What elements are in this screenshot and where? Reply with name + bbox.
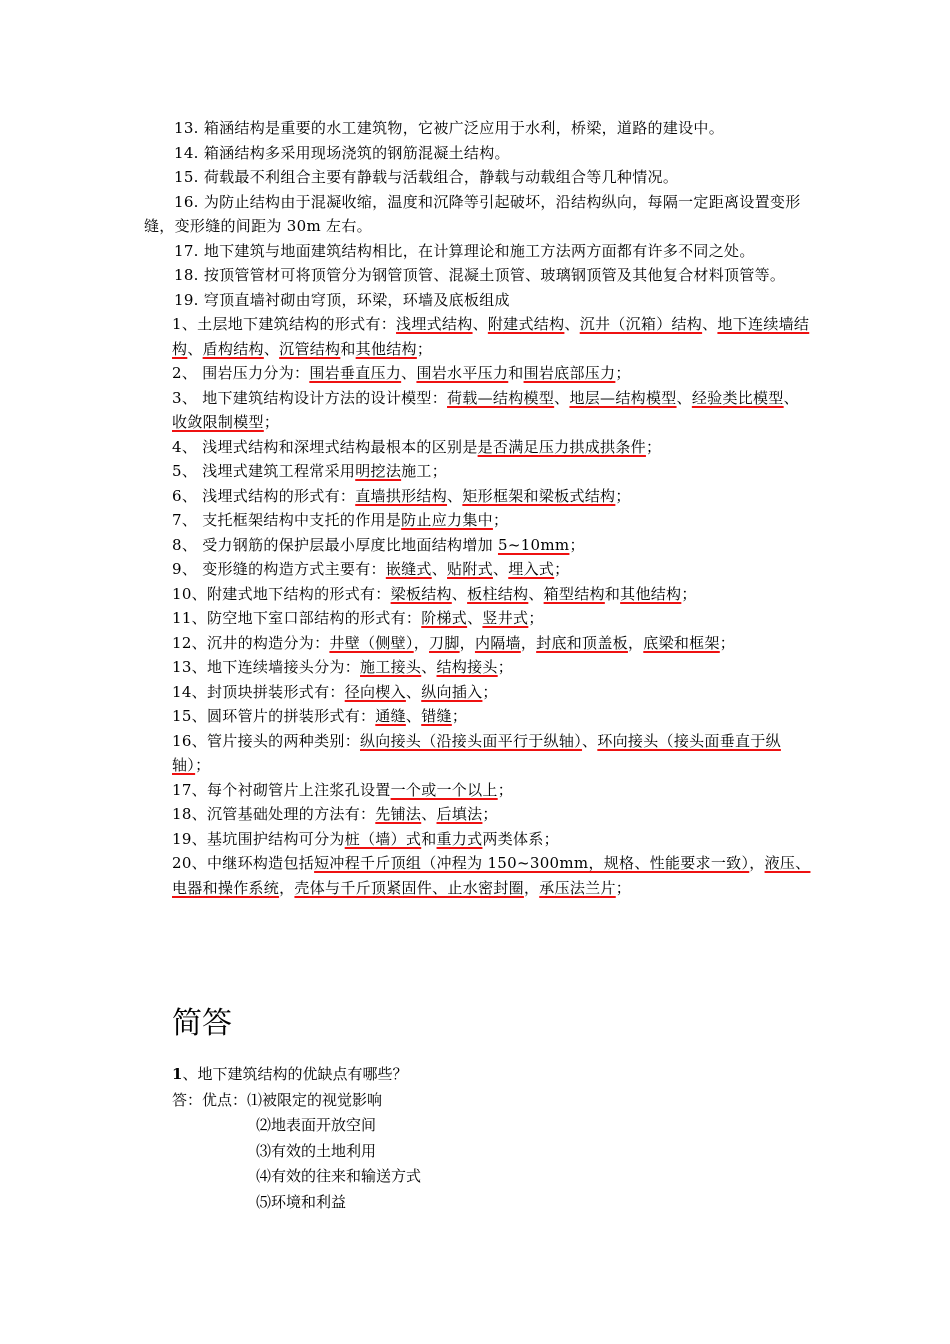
underlined-answer: 环向接头（接头面垂直于纵轴） [172,731,781,774]
item-text: 和 [340,339,356,358]
item-text: 、 [582,731,598,750]
item-text: ； [554,560,570,578]
intro-paragraphs [144,116,812,312]
underlined-answer: 明挖法 [355,462,402,480]
underlined-answer: 一个或一个以上 [390,780,498,799]
item-text: 1、土层地下建筑结构的形式有： [172,315,397,333]
underlined-answer: 盾构结构 [202,339,264,358]
item-text: ； [615,878,632,897]
underlined-answer: 纵向接头（沿接头面平行于纵轴） [360,731,583,750]
list-item [172,484,812,509]
underlined-answer: 短冲程千斤顶组（冲程为 150~300mm，规格、性能要求一致） [314,854,750,872]
underlined-answer: 刀脚 [429,633,460,652]
underlined-answer: 收敛限制模型 [172,413,264,431]
underlined-answer: 矩形框架和梁板式结构 [462,486,616,505]
item-text: 20、中继环构造包括 [172,854,315,872]
item-text: ； [195,756,211,774]
intro-paragraph: 16. 为防止结构由于混凝收缩，温度和沉降等引起破坏，沿结构纵向，每隔一定距离设置变形缝，变形缝的间距为 30m 左右。 [144,192,801,235]
underlined-answer: 其他结构 [355,339,417,358]
item-text: ； [263,413,280,431]
item-text: 14、封顶块拼装形式有： [172,682,345,701]
item-text: 、 [263,339,280,358]
item-text: 19、基坑围护结构可分为 [172,829,345,848]
list-item [172,704,812,729]
underlined-answer: 箱型结构 [543,584,605,603]
underlined-answer: 后填法 [436,805,483,823]
item-text: 、 [451,584,468,603]
answer-point: ⑸环境和利益 [256,1192,347,1211]
underlined-answer: 5~10mm [497,535,570,554]
item-text: 、 [783,388,799,407]
item-text: 、 [405,682,422,701]
item-text: 和 [421,829,437,848]
underlined-answer: 结构接头 [436,658,498,676]
item-text: 5、 浅埋式建筑工程常采用 [172,462,356,480]
underlined-answer: 先铺法 [375,805,422,823]
list-item [172,802,812,827]
item-text: 6、 浅埋式结构的形式有： [172,486,356,505]
section-heading: 简答 [172,1006,232,1041]
item-text: ； [615,486,631,505]
underlined-answer: 直墙拱形结构 [355,486,448,505]
underlined-answer: 是否满足压力拱成拱条件 [477,437,646,456]
item-text: 、 [421,805,437,823]
underlined-answer: 嵌缝式 [385,560,432,578]
list-item [172,631,812,656]
item-text: 、 [702,315,718,333]
underlined-answer: 围岩垂直压力 [309,364,402,382]
answer-point: ⑴被限定的视觉影响 [247,1090,383,1109]
underlined-answer: 施工接头 [360,658,422,676]
list-item [172,386,812,435]
fill-in-list [172,312,812,900]
list-item [172,729,812,778]
list-item [172,655,812,680]
intro-paragraph: 19. 穹顶直墙衬砌由穹顶，环梁，环墙及底板组成 [174,290,510,309]
item-text: 、 [401,364,417,382]
item-text: 和 [604,584,621,603]
intro-paragraph: 15. 荷载最不利组合主要有静载与活载组合，静载与动载组合等几种情况。 [174,168,679,186]
underlined-answer: 围岩底部压力 [523,364,616,382]
list-item [172,680,812,705]
item-text: 13、地下连续墙接头分为： [172,658,360,676]
underlined-answer: 重力式 [436,829,483,848]
item-text: ； [451,707,468,725]
item-text: 16、管片接头的两种类别： [172,731,360,750]
item-text: 、 [492,560,509,578]
item-text: ； [492,511,509,529]
list-item [172,361,812,386]
item-text: 7、 支托框架结构中支托的作用是 [172,511,402,529]
list-item [172,459,812,484]
underlined-answer: 桩（墙）式 [344,829,422,848]
document-body [144,116,812,900]
item-text: 12、沉井的构造分为： [172,633,330,652]
underlined-answer: 壳体与千斤顶紧固件、止水密封圈 [294,878,524,897]
item-text: ； [615,364,631,382]
item-text: 、 [421,658,437,676]
item-text: 、 [676,388,692,407]
intro-paragraph: 14. 箱涵结构多采用现场浇筑的钢筋混凝土结构。 [174,143,510,162]
intro-paragraph: 17. 地下建筑与地面建筑结构相比，在计算理论和施工方法两方面都有许多不同之处。 [174,241,755,260]
item-text: 、 [554,388,570,407]
item-text: 、 [187,339,203,358]
intro-paragraph: 18. 按顶管管材可将顶管分为钢管顶管、混凝土顶管、玻璃钢顶管及其他复合材料顶管等。 [174,266,786,284]
underlined-answer: 阶梯式 [421,609,468,627]
item-text: ， [749,854,765,872]
underlined-answer: 经验类比模型 [691,388,784,407]
underlined-answer: 井壁（侧壁） [329,633,414,652]
item-text: 两类体系； [482,829,559,848]
item-text: ， [413,633,430,652]
item-text: ； [645,437,662,456]
underlined-answer: 附建式结构 [487,315,565,333]
underlined-answer: 地层—结构模型 [569,388,677,407]
underlined-answer: 荷载—结构模型 [447,388,555,407]
item-text: ， [279,878,295,897]
item-text: 、 [431,560,448,578]
list-item [172,312,812,361]
item-text: ； [528,609,544,627]
list-item [172,582,812,607]
item-text: ， [459,633,475,652]
item-text: 15、圆环管片的拼装形式有： [172,707,376,725]
list-item [172,533,812,558]
underlined-answer: 板柱结构 [467,584,529,603]
underlined-answer: 竖井式 [482,609,529,627]
underlined-answer: 沉管结构 [279,339,341,358]
underlined-answer: 通缝 [375,707,406,725]
item-text: 、 [472,315,488,333]
item-text: ， [627,633,644,652]
list-item [172,851,812,900]
underlined-answer: 封底和顶盖板 [536,633,628,652]
item-text: ； [482,805,498,823]
answer-point: ⑷有效的往来和输送方式 [256,1167,422,1185]
item-text: ； [497,780,514,799]
underlined-answer: 浅埋式结构 [396,315,473,333]
underlined-answer: 其他结构 [620,584,682,603]
item-text: 4、 浅埋式结构和深埋式结构最根本的区别是 [172,437,478,456]
underlined-answer: 沉井（沉箱）结构 [579,315,703,333]
item-text: 施工； [401,462,448,480]
item-text: 9、 变形缝的构造方式主要有： [172,560,386,578]
item-text: 11、防空地下室口部结构的形式有： [172,609,422,627]
list-item [172,778,812,803]
answer-point: ⑵地表面开放空间 [256,1116,377,1134]
item-text: 10、附建式地下结构的形式有： [172,584,391,603]
answer-label: 答：优点： [172,1090,248,1109]
underlined-answer: 梁板结构 [390,584,452,603]
underlined-answer: 径向楔入 [344,682,406,701]
underlined-answer: 围岩水平压力 [416,364,509,382]
item-text: 17、每个衬砌管片上注浆孔设置 [172,780,391,799]
item-text: 和 [508,364,524,382]
underlined-answer: 埋入式 [508,560,555,578]
underlined-answer: 地下连续墙结构 [172,315,810,358]
item-text: 3、 地下建筑结构设计方法的设计模型： [172,388,448,407]
underlined-answer: 内隔墙 [474,633,521,652]
answer-first-line [172,1088,812,1114]
item-text: 8、 受力钢筋的保护层最小厚度比地面结构增加 [172,535,498,554]
list-item [172,435,812,460]
item-text: ； [569,535,585,554]
item-text: 、 [528,584,544,603]
list-item [172,827,812,852]
item-text: 、 [564,315,580,333]
item-text: 18、沉管基础处理的方法有： [172,805,376,823]
item-text: ； [681,584,697,603]
list-item [172,508,812,533]
item-text: 、 [405,707,422,725]
item-text: ； [719,633,736,652]
list-item [172,606,812,631]
underlined-answer: 纵向插入 [421,682,483,701]
underlined-answer: 防止应力集中 [401,511,493,529]
answer-point: ⑶有效的土地利用 [256,1141,377,1160]
item-text: ， [523,878,540,897]
underlined-answer: 承压法兰片 [539,878,616,897]
intro-paragraph: 13. 箱涵结构是重要的水工建筑物，它被广泛应用于水利，桥梁，道路的建设中。 [174,119,725,137]
underlined-answer: 错缝 [421,707,452,725]
item-text: ； [416,339,433,358]
underlined-answer: 液压、电器和操作系统 [172,854,811,897]
underlined-answer: 贴附式 [447,560,493,578]
list-item [172,557,812,582]
question-block [172,1062,812,1215]
item-text: 、 [467,609,483,627]
item-text: ； [482,682,498,701]
item-text: 、 [447,486,463,505]
item-text: ； [497,658,514,676]
question-text: 1、地下建筑结构的优缺点有哪些？ [172,1065,408,1083]
item-text: ， [520,633,537,652]
item-text: 2、 围岩压力分为： [172,364,310,382]
underlined-answer: 底梁和框架 [643,633,720,652]
